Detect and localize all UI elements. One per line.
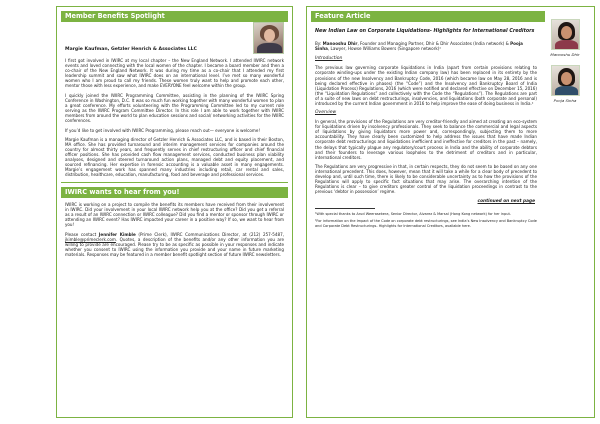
footnote-rule: [315, 208, 375, 209]
hear-contact-paragraph: Please contact Jennifer Kimble (Prime Clerk), IWIRC Communications Director, at (212) 257-5487, jkimble@primeclerk.com. Quotes, a description of the benefits and/or any other information you are willing to provide are encouraged. Please try to be as specific as possible in your responses and indicate whether you consent to IWIRC using the information you provide and your name in future marketing materials. Responses may be featured in a member benefit spotlight section of future IWIRC newsletters.: [65, 231, 284, 257]
contact-name: Jennifer Kimble: [98, 231, 136, 237]
spotlight-header: Member Benefits Spotlight: [61, 11, 288, 22]
left-column: [56, 6, 293, 418]
right-column: [306, 6, 595, 418]
section-heading-introduction: Introduction: [315, 56, 343, 62]
photo-caption-sinha: Pooja Sinha: [553, 98, 577, 103]
spotlight-paragraph: I first got involved in IWIRC at my local chapter – the New England Network. I attended IWIRC network events and loved connecting with the local women of the chapter. I became a board member and then a co-chair of the New England Network. It was during my time as a co-chair that I attended my first leadership summit and saw what IWIRC does on an international level. I’ve met so many wonderful women who I am proud to call my friends. These women truly want to help and promote each other, mentor those with less experience, and make EVERYONE feel welcome within the group.: [65, 58, 284, 89]
portrait-photo-dhir: [551, 19, 580, 50]
footnote: ²For information on the Impact of the Code on corporate debt restructurings, see India’s New Insolvency and Bankruptcy Code and Corporate Debt Restructurings- Highlights for International Creditors, available here.: [315, 219, 537, 228]
hear-body: [57, 198, 292, 257]
portrait-photo-sinha: [551, 65, 580, 96]
spotlight-heading-row: [57, 22, 292, 54]
photo-caption-dhir: Manooshu Dhir: [550, 52, 580, 57]
overview-paragraph: The Regulations are very progressive in that, in certain respects, they do not seem to be based on any one international precedent. This does, however, mean that it will take a while for a clear body of precedent to develop and, until such time, there is likely to be considerable uncertainty as to how the provisions of the Regulations will apply to specific fact situations that may arise. The overarching intention of the Regulations is clear – to give creditors greater control of the liquidation proceedings in contrast to the previous ‘debtor in possession’ regime.: [315, 164, 537, 195]
feature-header: Feature Article: [311, 11, 545, 22]
author-photos: [537, 7, 593, 231]
spotlight-paragraph: I quickly joined the IWIRC Programming Committee, assisting in the planning of the IWIRC Spring Conference in Washington, D.C. It was so much fun working together with many wonderful women to plan a great conference. My efforts volunteering with the Programming Committee led to my current role serving as the IWIRC Program Committee Director. In this role I am able to work together with IWIRC members from around the world to plan education sessions and social/ networking activities for the IWIRC conferences.: [65, 92, 284, 124]
article-title: New Indian Law on Corporate Liquidations- Highlights for International Creditors: [315, 29, 535, 34]
byline: By: Manooshu Dhir, Founder and Managing Partner, Dhir & Dhir Associates (India network) & Pooja Sinha, Lawyer, Howse Williams Bowers (Singapore network)¹: [315, 41, 523, 52]
feature-article: [307, 7, 537, 231]
spotlight-paragraph: Margie Kaufman is a managing director of Getzler Henrich & Associates LLC, and is based in their Boston, MA office. She has provided turnaround and interim management services for companies around the country for almost thirty years, and frequently serves in chief restructuring officer and chief financial officer positions. She has provided cash flow management services, conducted business plan viability analyses, designed and steered turnaround action plans, managed debt and equity placement, and sourced refinancing. Her expertise in forensic accounting is a valuable asset in many engagements. Margie’s engagement work has spanned many industries including retail, car rental and sales, distribution, healthcare, education, manufacturing, food and beverage and professional services.: [65, 137, 284, 178]
spotlight-name-line: Margie Kaufman, Getzler Henrich & Associates LLC: [65, 47, 197, 52]
continued-link[interactable]: continued on next page: [477, 198, 535, 204]
overview-paragraph: In general, the provisions of the Regulations are very creditor-friendly and aimed at creating an eco-system for liquidations driven by insolvency professionals. They seek to balance the commercial and legal aspects of liquidations by giving liquidators more power and, correspondingly, subjecting them to more accountability. They have clearly been customized to help address the issues that have made Indian corporate debt restructurings and liquidations inefficient and ineffective for creditors in the past – namely, the delays that typically plague any regulatory/court process in India and the ability of corporate debtors and their founders to leverage various loopholes to the detriment of creditors and in particular, international creditors.: [315, 119, 537, 160]
footnote: ¹With special thanks to Arud Weerasekera, Senior Director, Alvarez & Marsal (Hong Kong network) for her input.: [315, 211, 511, 216]
section-heading-overview: Overview: [315, 110, 337, 116]
hear-header: IWIRC wants to hear from you!: [61, 187, 288, 198]
section-divider: [61, 182, 288, 183]
intro-paragraph: The previous law governing corporate liquidations in India (apart from certain provisions relating to corporate winding-ups under the existing Indian company law) has been replaced in its entirety by the provisions of the new Insolvency and Bankruptcy Code, 2016 (which became law on May 28, 2016 and is being declared effective in phases) (the “Code”) and the Insolvency and Bankruptcy Board of India (Liquidation Process) Regulations, 2016 (which were notified and declared effective on December 15, 2016) (the “Liquidation Regulations” and collectively with the Code the “Regulations”). The Regulations are part of a suite of new laws on debt restructurings, insolvencies, and liquidations (both corporate and personal) introduced by the current Indian government in 2016 to help improve the ease of doing business in India.²: [315, 65, 537, 106]
portrait-photo-kaufman: [253, 22, 284, 54]
email-link[interactable]: jkimble@primeclerk.com: [65, 236, 116, 242]
spotlight-body: [57, 54, 292, 177]
spotlight-paragraph: If you’d like to get involved with IWIRC Programming, please reach out— everyone is welcome!: [65, 127, 261, 133]
hear-paragraph: IWIRC is working on a project to compile the benefits its members have received from their involvement in IWIRC. Did your involvement in your local IWIRC network help you at the office? Did you get a referral as a result of an IWIRC connection or IWIRC colleague? Did you find a mentor or sponsor through IWIRC or attending an IWIRC event? Has IWIRC impacted your career in a positive way? If so, we want to hear from you!: [65, 201, 284, 228]
